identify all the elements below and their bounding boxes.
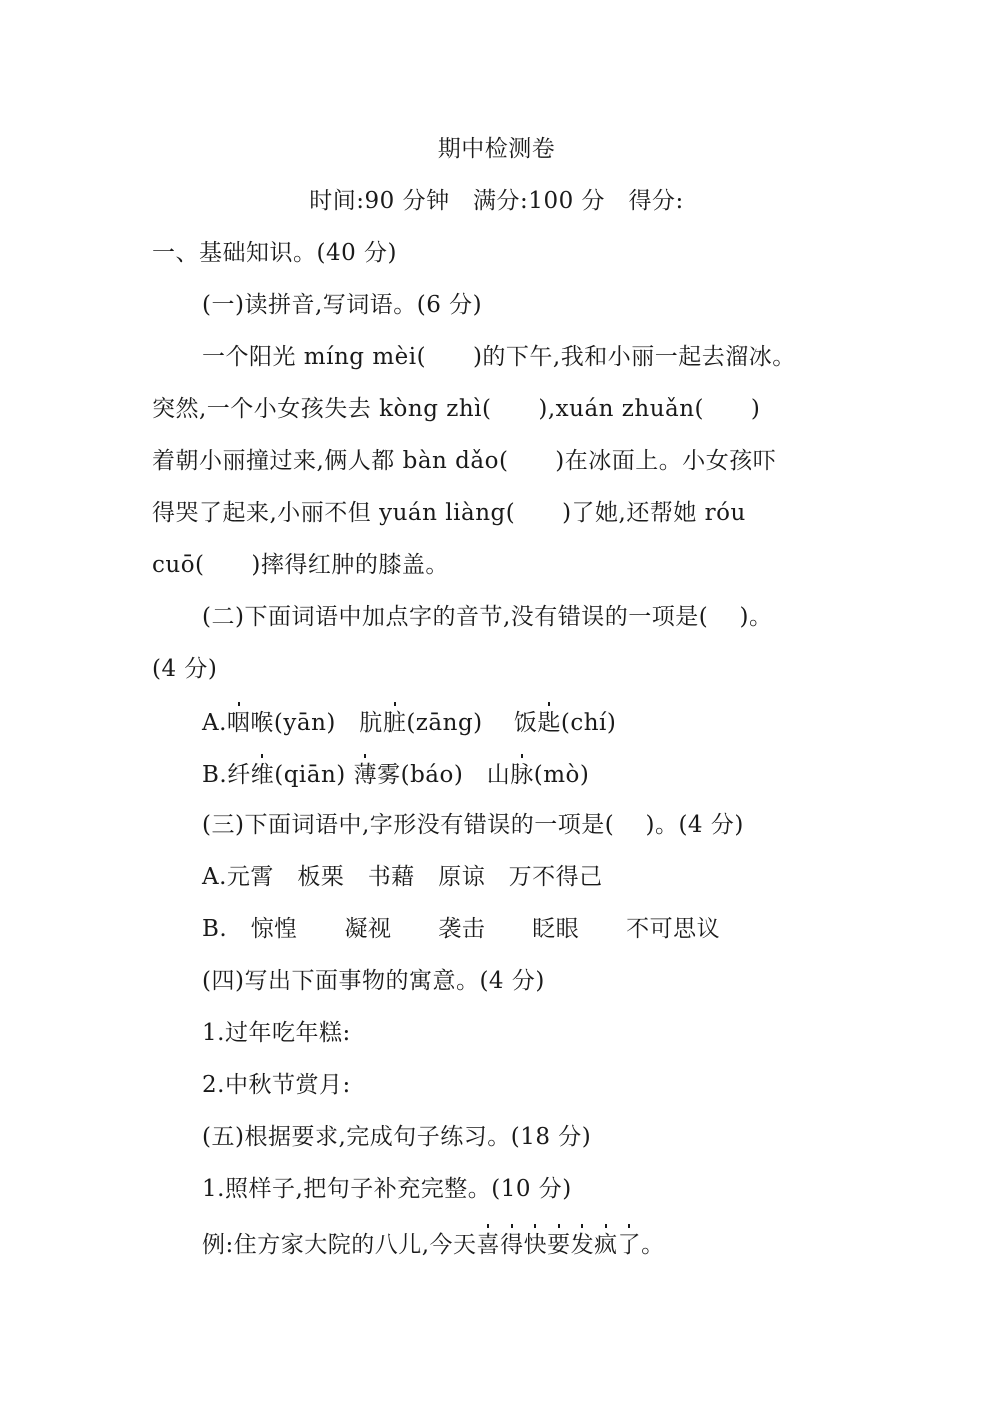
dotted-char: 脏 (382, 710, 407, 736)
meaning-item-1: 1.过年吃年糕: (202, 1020, 351, 1046)
option-a-label: A. (202, 710, 227, 736)
option-a-text: (zāng) 饭 (406, 710, 538, 736)
question-heading-characters: (三)下面词语中,字形没有错误的一项是( )。(4 分) (202, 812, 744, 838)
dotted-char: 咽 (226, 710, 251, 736)
pinyin-paragraph-line-4: 得哭了起来,小丽不但 yuán liàng( )了她,还帮她 róu (152, 500, 746, 526)
option-a-characters: A.元霄 板栗 书藉 原谅 万不得己 (202, 864, 603, 890)
option-a-text: (chí) (560, 710, 617, 736)
exam-meta-line: 时间:90 分钟 满分:100 分 得分: (309, 188, 684, 214)
dotted-char: 维 (250, 762, 275, 788)
question-heading-pinyin: (一)读拼音,写词语。(6 分) (202, 292, 483, 318)
page-title: 期中检测卷 (437, 136, 556, 162)
dotted-char: 脉 (510, 762, 534, 788)
section-heading-basics: 一、基础知识。(40 分) (152, 240, 398, 266)
meaning-item-2: 2.中秋节赏月: (202, 1072, 351, 1098)
dotted-char: 得 (500, 1232, 524, 1258)
example-sentence (202, 1230, 665, 1260)
pinyin-paragraph-line-5: cuō( )摔得红肿的膝盖。 (152, 552, 449, 578)
dotted-char: 喜 (476, 1232, 501, 1258)
option-b-pronunciation (202, 760, 589, 790)
sentence-subquestion-1: 1.照样子,把句子补充完整。(10 分) (202, 1176, 572, 1202)
dotted-char: 疯 (594, 1232, 618, 1258)
question-heading-sentences: (五)根据要求,完成句子练习。(18 分) (202, 1124, 592, 1150)
option-b-characters: B. 惊惶 凝视 袭击 眨眼 不可思议 (202, 916, 721, 942)
dotted-char: 薄 (353, 762, 378, 788)
pinyin-paragraph-line-2: 突然,一个小女孩失去 kòng zhì( ),xuán zhuǎn( ) (152, 396, 761, 422)
option-b-text: 雾(báo) 山 (377, 762, 511, 788)
dotted-char: 要 (547, 1232, 571, 1258)
example-text: 例:住方家大院的八儿,今天 (202, 1232, 477, 1258)
question-score-pronunciation: (4 分) (152, 656, 218, 682)
option-a-pronunciation (202, 708, 616, 738)
dotted-char: 匙 (537, 710, 561, 736)
question-heading-pronunciation: (二)下面词语中加点字的音节,没有错误的一项是( )。 (202, 604, 773, 630)
option-b-label: B.纤 (202, 762, 251, 788)
dotted-char: 快 (523, 1232, 548, 1258)
option-b-text: (mò) (533, 762, 590, 788)
option-b-text: (qiān) (274, 762, 354, 788)
option-a-text: 喉(yān) 肮 (250, 710, 383, 736)
dotted-char: 发 (570, 1232, 595, 1258)
example-text: 。 (641, 1232, 665, 1258)
pinyin-paragraph-line-1: 一个阳光 míng mèi( )的下午,我和小丽一起去溜冰。 (202, 344, 796, 370)
question-heading-meaning: (四)写出下面事物的寓意。(4 分) (202, 968, 545, 994)
dotted-char: 了 (617, 1232, 642, 1258)
pinyin-paragraph-line-3: 着朝小丽撞过来,俩人都 bàn dǎo( )在冰面上。小女孩吓 (152, 448, 777, 474)
